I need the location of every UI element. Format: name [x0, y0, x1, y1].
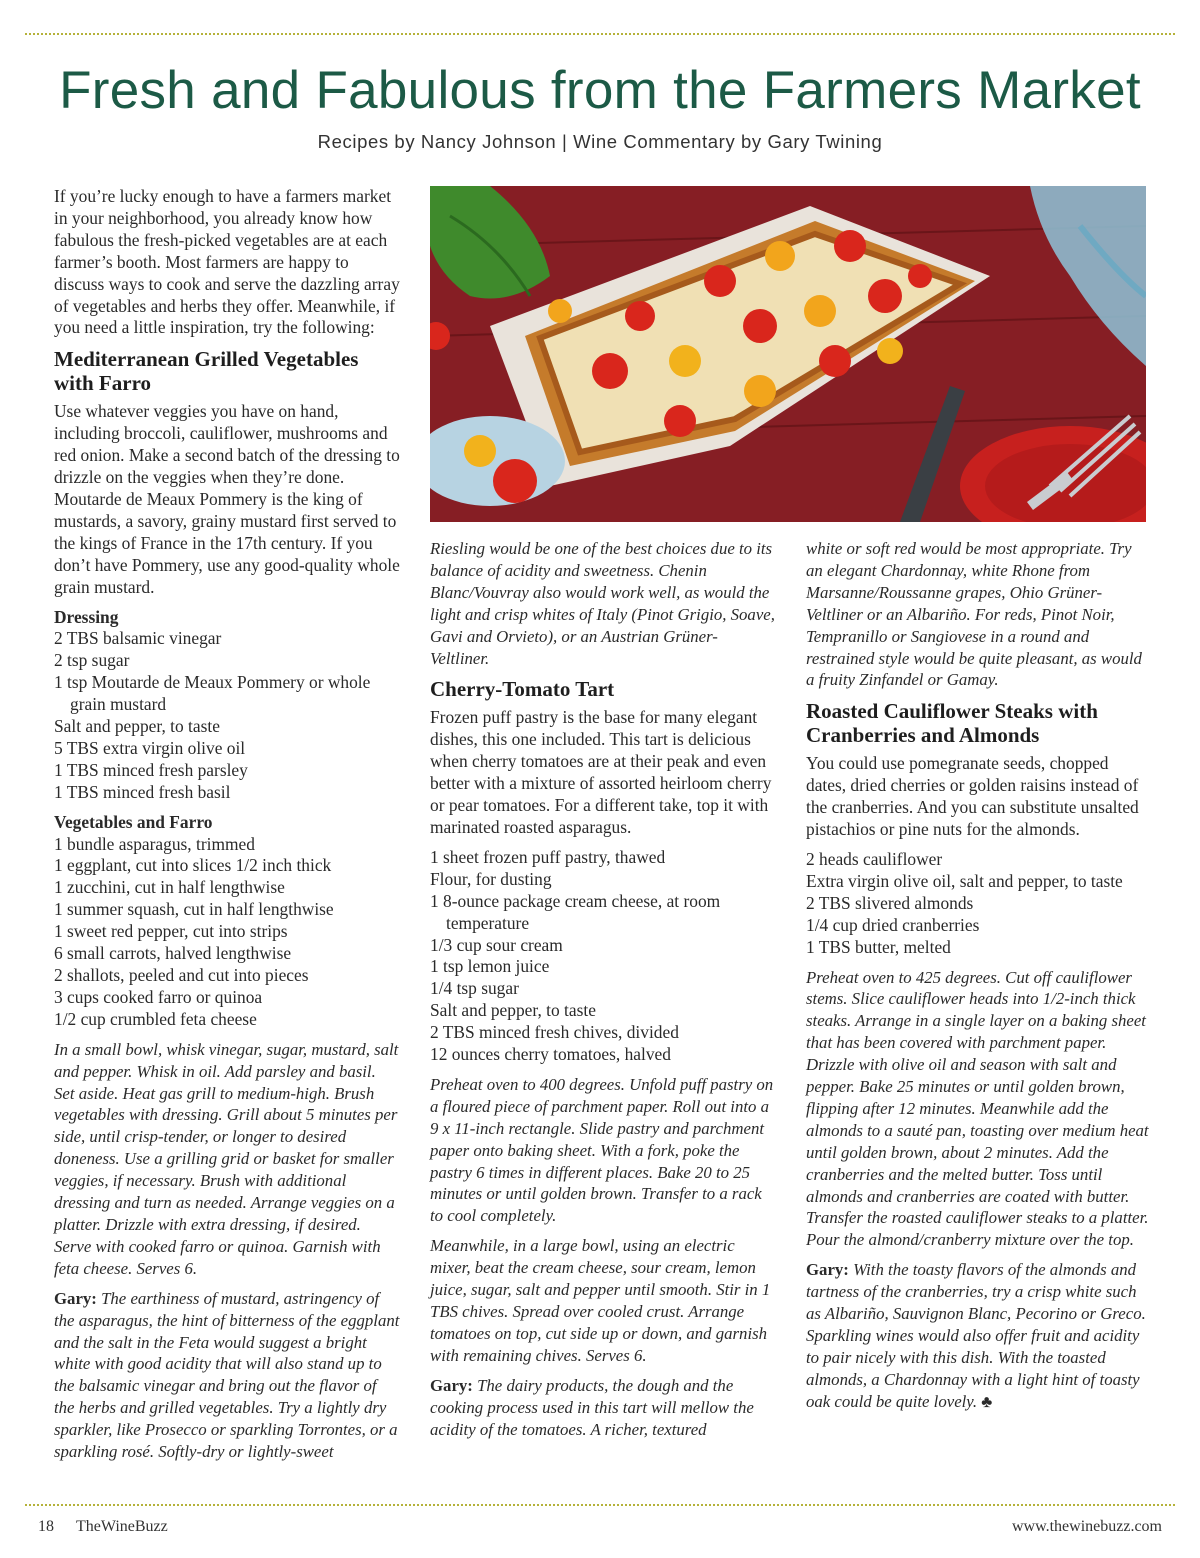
list-item: Salt and pepper, to taste [54, 716, 220, 737]
commentator-label: Gary: [806, 1260, 849, 1280]
list-item: 1 summer squash, cut in half lengthwise [54, 899, 334, 920]
wine-commentary-grilled-vegetables [54, 1288, 400, 1463]
list-item: 1 tsp Moutarde de Meaux Pommery or whole grain mustard [54, 672, 371, 715]
list-item: 1 TBS minced fresh parsley [54, 759, 248, 780]
list-item: 1 bundle asparagus, trimmed [54, 833, 255, 854]
vegetables-list [54, 834, 400, 1031]
list-item: Salt and pepper, to taste [430, 1000, 596, 1021]
list-item: 1/4 tsp sugar [430, 978, 519, 999]
recipe-directions-grilled-vegetables: In a small bowl, whisk vinegar, sugar, mustard, salt and pepper. Whisk in oil. Add parsley and basil. Set aside. Heat gas grill to medium-high. Brush vegetables with dressing. Grill about 5 minutes per side, until crisp-tender, or longer to desired doneness. Use a grilling grid or basket for smaller veggies, if necessary. Brush with additional dressing and turn as needed. Arrange veggies on a platter. Drizzle with extra dressing, if desired. Serve with cooked farro or quinoa. Garnish with feta cheese. Serves 6. [54, 1039, 399, 1278]
recipe-title-cauliflower-steaks: Roasted Cauliflower Steaks with Cranberries and Almonds [806, 699, 1098, 748]
commentator-label: Gary: [54, 1288, 97, 1308]
list-item: 1 8-ounce package cream cheese, at room temperature [430, 890, 721, 933]
list-item: 1 sweet red pepper, cut into strips [54, 921, 288, 942]
intro-paragraph: If you’re lucky enough to have a farmers market in your neighborhood, you already know how fabulous the fresh-picked vegetables are at each farmer’s booth. Most farmers are happy to discuss ways to cook and serve the dazzling array of vegetables and herbs they offer. Meanwhile, if you need a little inspiration, try the following: [54, 186, 400, 338]
tart-ingredients-list [430, 847, 775, 1066]
wine-commentary-tart-continued: white or soft red would be most appropriate. Try an elegant Chardonnay, white Rhone from Marsanne/Roussanne grapes, Ohio Grüner-Veltliner or an Albariño. For reds, Pinot Noir, Tempranillo or Sangiovese in a round and restrained style would be quite pleasant, as would a fruity Zinfandel or Gamay. [806, 539, 1142, 690]
wine-commentary-text: The dairy products, the dough and the cooking process used in this tart will mellow the acidity of the tomatoes. A richer, textured [430, 1375, 754, 1439]
list-item: 2 TBS balsamic vinegar [54, 628, 222, 649]
cherry-tomato-tart-photo [430, 186, 1146, 522]
list-item: Extra virgin olive oil, salt and pepper, to taste [806, 870, 1123, 891]
dressing-list [54, 628, 400, 803]
cauliflower-ingredients-list [806, 849, 1151, 959]
list-item: 1/3 cup sour cream [430, 934, 563, 955]
commentator-label: Gary: [430, 1375, 473, 1395]
list-item: 1/2 cup crumbled feta cheese [54, 1008, 257, 1029]
footer-url: www.thewinebuzz.com [1011, 1518, 1162, 1535]
list-item: 2 heads cauliflower [806, 848, 943, 869]
list-item: 1 sheet frozen puff pastry, thawed [430, 846, 666, 867]
page-title: Fresh and Fabulous from the Farmers Market [59, 61, 1141, 120]
wine-commentary-continued: Riesling would be one of the best choices due to its balance of acidity and sweetness. Chenin Blanc/Vouvray also would work well, as would the light and crisp whites of Italy (Pinot Grigio, Soave, Gavi and Orvieto), or an Austrian Grüner-Veltliner. [430, 539, 775, 668]
dressing-heading: Dressing [54, 606, 119, 627]
wine-commentary-text: The earthiness of mustard, astringency of the asparagus, the hint of bitterness of the eggplant and the salt in the Feta would suggest a bright white with good acidity that will also stand up to the balsamic vinegar and bring out the flavor of the herbs and grilled vegetables. Try a lightly dry sparkler, like Prosecco or sparkling Torrontes, or a sparkling rosé. Softly-dry or lightly-sweet [54, 1288, 400, 1462]
list-item: 1 tsp lemon juice [430, 956, 550, 977]
page-number: 18 [38, 1518, 54, 1535]
bottom-dotted-rule [25, 1504, 1175, 1506]
end-mark-icon: ♣ [981, 1391, 993, 1411]
footer-left [38, 1518, 168, 1536]
list-item: 2 tsp sugar [54, 650, 130, 671]
magazine-name: TheWineBuzz [76, 1518, 168, 1535]
list-item: 2 TBS slivered almonds [806, 892, 974, 913]
list-item: 5 TBS extra virgin olive oil [54, 737, 246, 758]
wine-commentary-tart [430, 1375, 775, 1441]
byline: Recipes by Nancy Johnson | Wine Commentary by Gary Twining [317, 131, 883, 152]
recipe-description-grilled-vegetables: Use whatever veggies you have on hand, including broccoli, cauliflower, mushrooms and red onion. Make a second batch of the dressing to drizzle on the veggies when they’re done. Moutarde de Meaux Pommery is the king of mustards, a savory, grainy mustard first served to the kings of France in the 17th century. If you don’t have Pommery, use any good-quality whole grain mustard. [54, 401, 400, 597]
list-item: 1 TBS butter, melted [806, 936, 951, 957]
list-item: 6 small carrots, halved lengthwise [54, 943, 292, 964]
list-item: 1 TBS minced fresh basil [54, 781, 231, 802]
list-item: 2 shallots, peeled and cut into pieces [54, 965, 309, 985]
column-1 [54, 186, 400, 1471]
recipe-title-cherry-tomato-tart: Cherry-Tomato Tart [430, 677, 615, 702]
list-item: 3 cups cooked farro or quinoa [54, 986, 263, 1007]
vegetables-heading: Vegetables and Farro [54, 811, 213, 832]
recipe-directions-tart-2: Meanwhile, in a large bowl, using an electric mixer, beat the cream cheese, sour cream, lemon juice, sugar, salt and pepper until smooth. Stir in 1 TBS chives. Spread over cooled crust. Arrange tomatoes on top, cut side up or down, and garnish with remaining chives. Serves 6. [430, 1236, 771, 1365]
list-item: 1 eggplant, cut into slices 1/2 inch thick [54, 855, 332, 876]
wine-commentary-cauliflower [806, 1259, 1151, 1412]
recipe-title-grilled-vegetables: Mediterranean Grilled Vegetables with Farro [54, 347, 359, 396]
top-dotted-rule [25, 33, 1175, 35]
list-item: 1 zucchini, cut in half lengthwise [54, 877, 285, 898]
list-item: 2 TBS minced fresh chives, divided [430, 1022, 679, 1043]
list-item: 1/4 cup dried cranberries [806, 914, 980, 935]
recipe-description-cherry-tomato-tart: Frozen puff pastry is the base for many elegant dishes, this one included. This tart is delicious when cherry tomatoes are at their peak and even better with a mixture of assorted heirloom cherry or pear tomatoes. For a different take, top it with marinated roasted asparagus. [430, 707, 772, 837]
wine-commentary-text: With the toasty flavors of the almonds and tartness of the cranberries, try a crisp white such as Albariño, Sauvignon Blanc, Pecorino or Greco. Sparkling wines would also offer fruit and acidity to pair nicely with this dish. With the toasted almonds, a Chardonnay with a light hint of toasty oak could be quite lovely. [806, 1260, 1146, 1411]
recipe-directions-tart-1: Preheat oven to 400 degrees. Unfold puff pastry on a floured piece of parchment paper. Roll out into a 9 x 11-inch rectangle. Slide pastry and parchment paper onto baking sheet. With a fork, poke the pastry 6 times in different places. Bake 20 to 25 minutes or until golden brown. Transfer to a rack to cool completely. [430, 1074, 774, 1226]
list-item: 12 ounces cherry tomatoes, halved [430, 1044, 671, 1065]
column-2 [430, 538, 775, 1448]
recipe-directions-cauliflower: Preheat oven to 425 degrees. Cut off cauliflower stems. Slice cauliflower heads into 1/2-inch thick steaks. Arrange in a single layer on a baking sheet that has been covered with parchment paper. Drizzle with olive oil and season with salt and pepper. Bake 25 minutes or until golden brown, flipping after 12 minutes. Meanwhile add the almonds to a sauté pan, toasting over medium heat until golden brown, about 2 minutes. Add the cranberries and the melted butter. Toss until almonds and cranberries are coated with butter. Transfer the roasted cauliflower steaks to a platter. Pour the almond/cranberry mixture over the top. [806, 967, 1149, 1250]
column-3 [806, 538, 1151, 1421]
recipe-description-cauliflower: You could use pomegranate seeds, chopped dates, dried cherries or golden raisins instead of the cranberries. And you can substitute unsalted pistachios or pine nuts for the almonds. [806, 753, 1139, 840]
list-item: Flour, for dusting [430, 868, 552, 889]
